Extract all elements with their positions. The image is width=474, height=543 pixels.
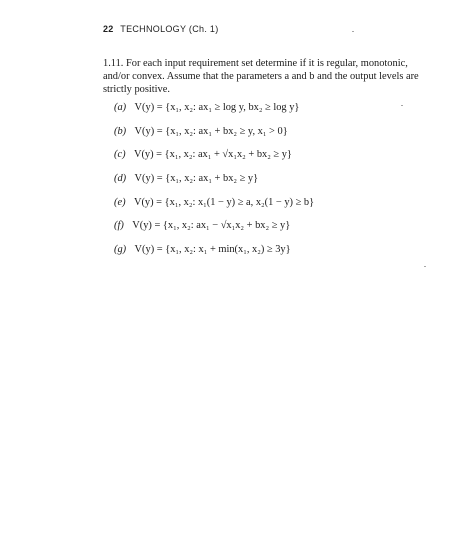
exercise-part-a [114,101,444,125]
part-expression: V(y) = {x₁, x₂: ax₁ ≥ log y, bx₂ ≥ log y} [134,102,300,113]
paper-speck [401,105,403,106]
exercise-part-c [114,148,444,172]
part-label: (c) [114,149,126,161]
part-expression: V(y) = {x₁, x₂: ax₁ + bx₂ ≥ y} [134,173,259,185]
part-label: (g) [114,244,127,256]
part-label: (b) [114,125,127,137]
part-label: (f) [114,220,124,232]
part-expression: V(y) = {x₁, x₂: x₁(1 − y) ≥ a, x₂(1 − y) ≥ b} [133,196,315,208]
page-number: 22 [103,24,114,34]
exercise-statement [103,57,433,97]
part-expression: V(y) = {x₁, x₂: x₁ + min(x₁, x₂) ≥ 3y} [134,244,291,256]
paper-speck [352,31,354,32]
part-expression: V(y) = {x₁, x₂: ax₁ + bx₂ ≥ y, x₁ > 0} [134,125,288,137]
exercise-number: 1.11. [103,58,124,69]
part-label: (d) [114,173,127,185]
exercise-parts-list [114,101,444,267]
exercise-part-d [114,172,444,196]
exercise-part-b [114,125,444,149]
part-label: (a) [114,102,127,113]
part-expression: V(y) = {x₁, x₂: ax₁ + √x₁x₂ + bx₂ ≥ y} [133,149,292,161]
running-head [103,24,219,34]
section-title: TECHNOLOGY (Ch. 1) [120,24,219,34]
part-label: (e) [114,196,126,208]
exercise-text: For each input requirement set determine if it is regular, monotonic, and/or convex. Assume that the parameters a and b and the output levels are strictly positive. [103,58,419,96]
exercise-part-e [114,196,444,220]
exercise-part-g [114,243,444,267]
exercise-part-f [114,219,444,243]
part-expression: V(y) = {x₁, x₂: ax₁ − √x₁x₂ + bx₂ ≥ y} [132,220,291,232]
paper-speck [424,266,426,267]
